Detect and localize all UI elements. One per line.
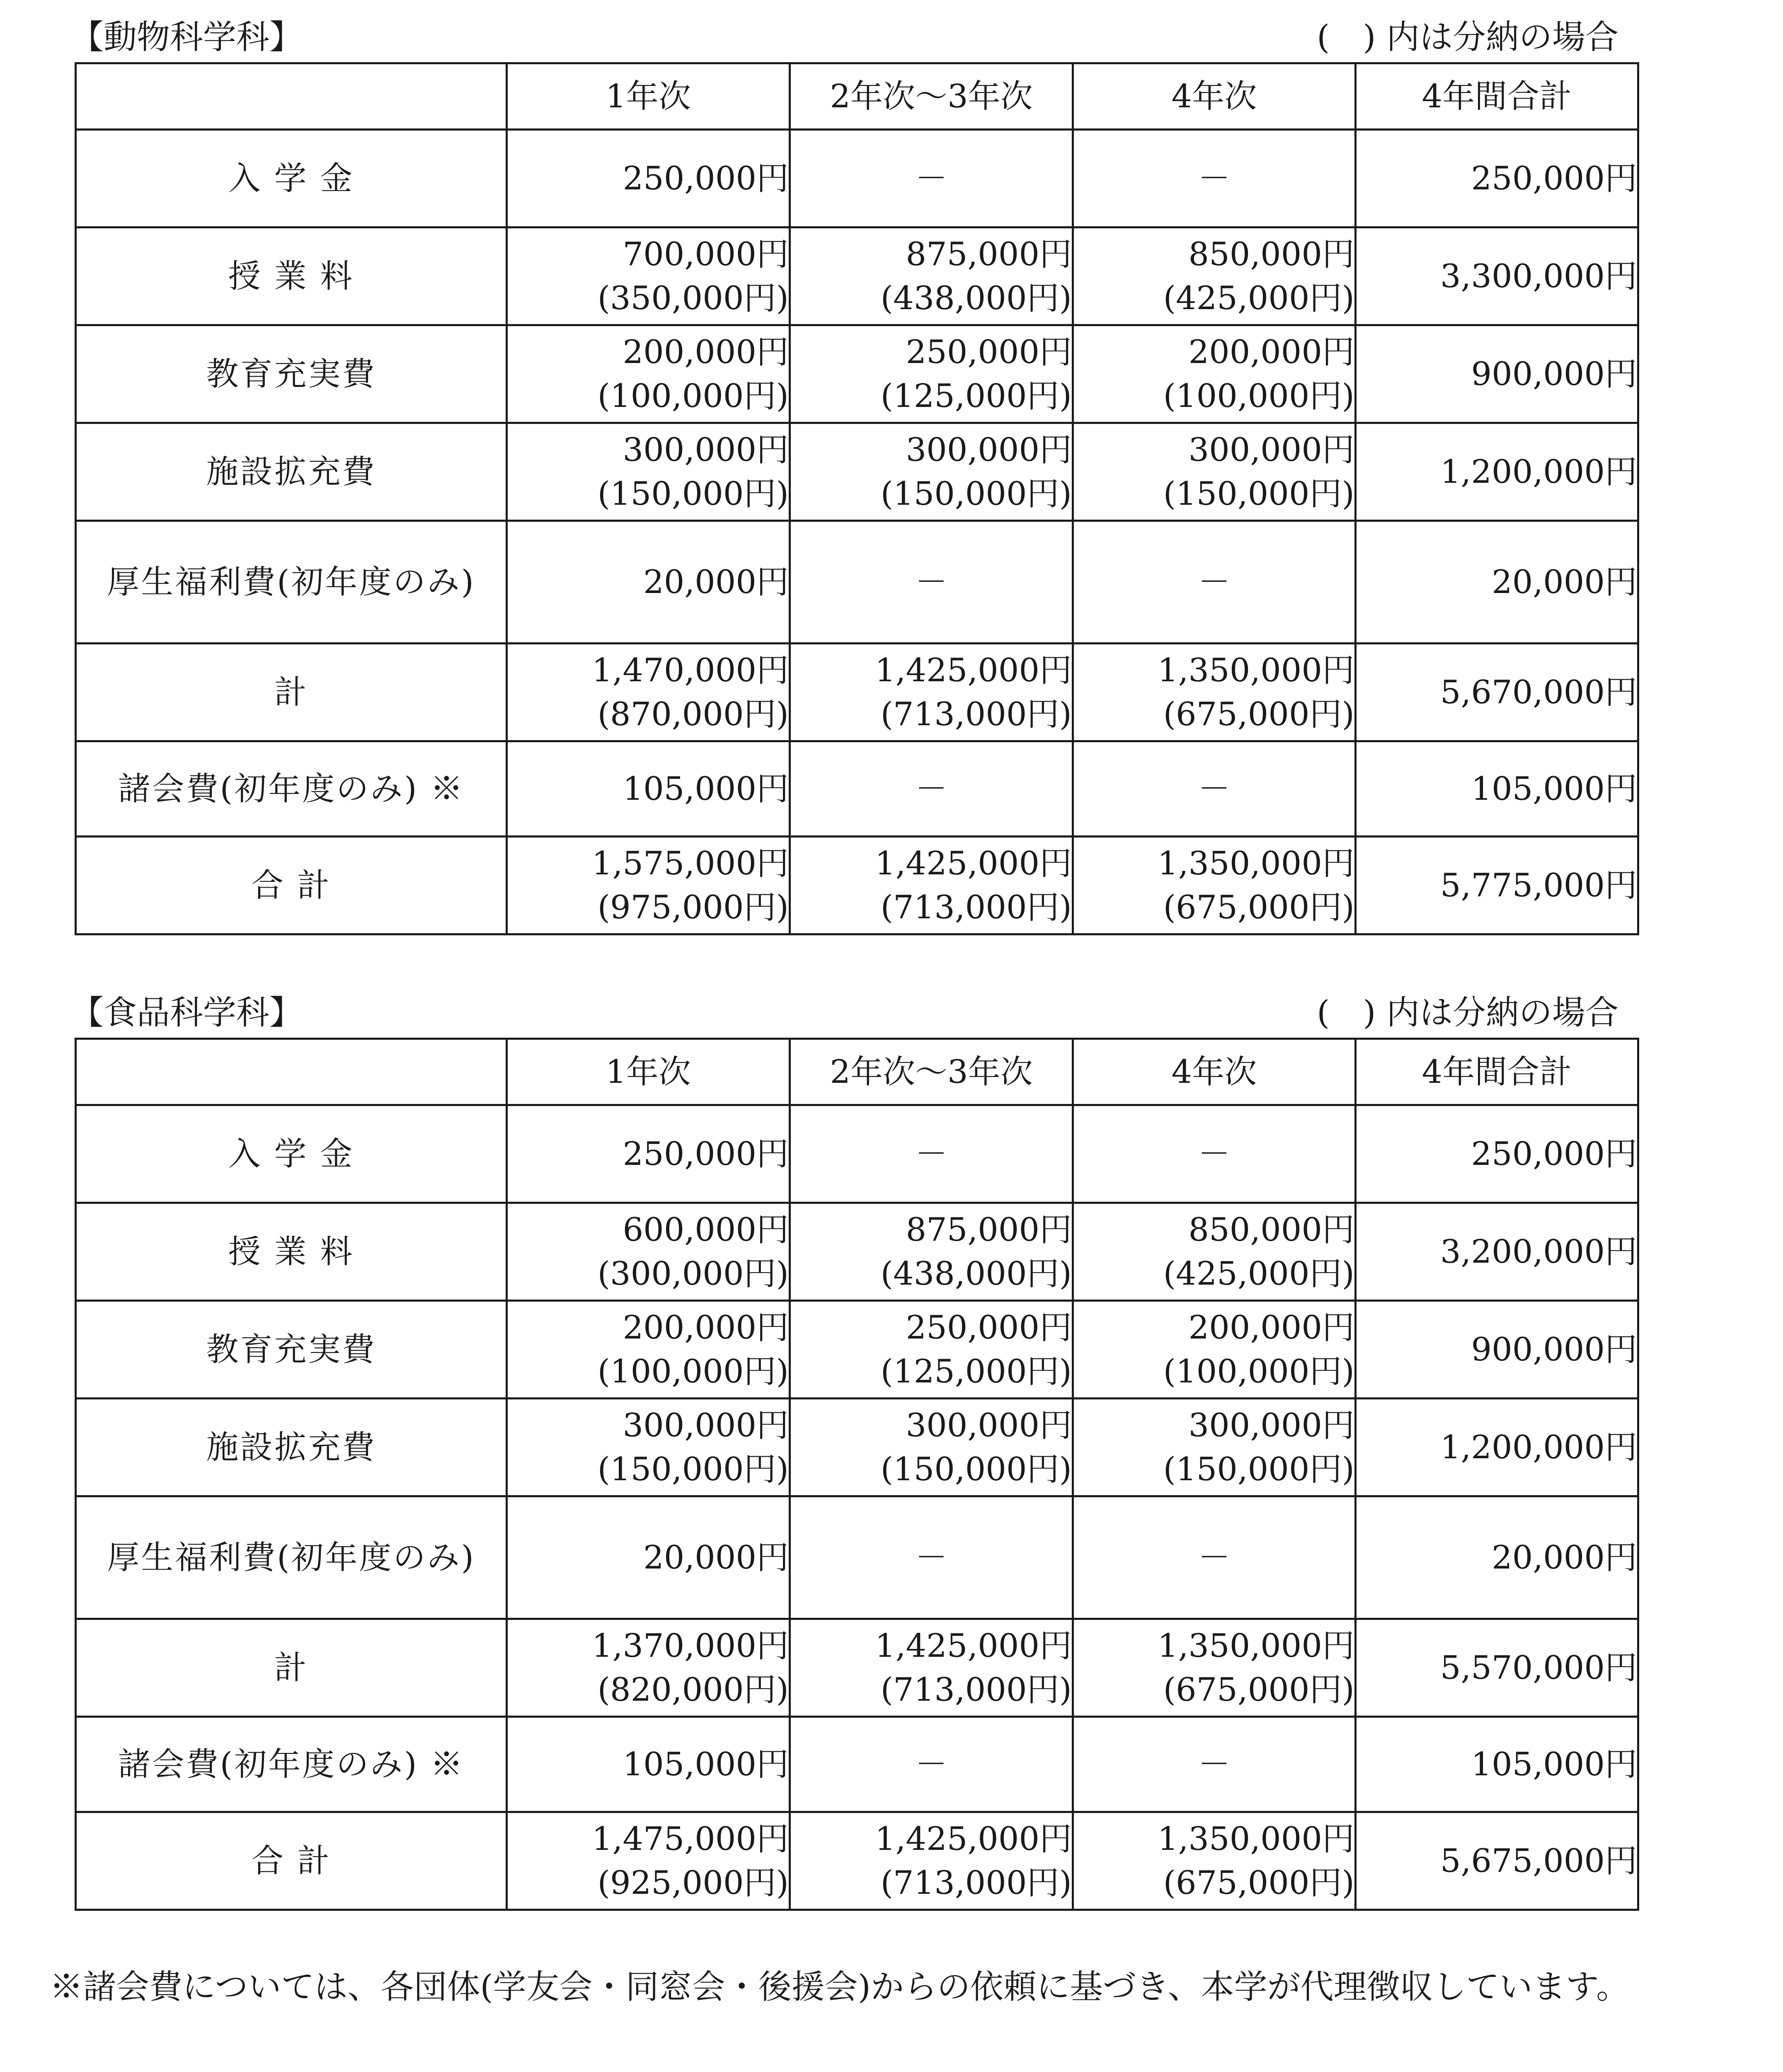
header-year2-3: 2年次～3年次 [790, 1039, 1073, 1105]
row-label: 施設拡充費 [76, 423, 507, 521]
installment-note: ( ) 内は分納の場合 [1317, 993, 1618, 1032]
installment-note: ( ) 内は分納の場合 [1317, 18, 1618, 56]
year2-3-cell [790, 1399, 1073, 1496]
table-row [76, 1619, 1638, 1717]
fee-section-animal-science [70, 17, 1637, 935]
year2-3-cell [790, 325, 1073, 423]
year1-cell [507, 325, 790, 423]
amount: － [1198, 770, 1231, 808]
year2-3-cell [790, 423, 1073, 521]
header-year1: 1年次 [507, 63, 790, 130]
total-cell: 105,000円 [1356, 1717, 1638, 1812]
year4-cell [1073, 325, 1356, 423]
row-label: 計 [76, 644, 507, 741]
installment-amount: (425,000円) [1163, 1255, 1354, 1293]
year1-cell [507, 1619, 790, 1717]
installment-amount: (150,000円) [1163, 1450, 1354, 1488]
installment-amount: (713,000円) [880, 888, 1072, 926]
amount: 300,000円 [623, 1406, 789, 1444]
amount: 250,000円 [906, 1309, 1072, 1346]
installment-amount: (675,000円) [1163, 1671, 1354, 1709]
year4-cell [1073, 521, 1356, 644]
total-cell: 20,000円 [1356, 521, 1638, 644]
amount: － [1198, 563, 1231, 601]
installment-amount: (300,000円) [597, 1255, 789, 1293]
installment-amount: (675,000円) [1163, 888, 1354, 926]
installment-amount: (100,000円) [1163, 377, 1354, 415]
installment-amount: (125,000円) [880, 1353, 1072, 1390]
installment-amount: (925,000円) [597, 1864, 789, 1902]
table-row [76, 423, 1638, 521]
footnote: ※諸会費については、各団体(学友会・同窓会・後援会)からの依頼に基づき、本学が代理徴収しています。 [50, 1968, 1630, 2006]
year1-cell [507, 423, 790, 521]
year2-3-cell [790, 741, 1073, 837]
row-label: 入 学 金 [76, 130, 507, 228]
fee-section-food-science [70, 992, 1637, 1911]
amount: 700,000円 [623, 235, 789, 273]
header-total: 4年間合計 [1356, 63, 1638, 130]
year4-cell [1073, 1619, 1356, 1717]
installment-amount: (675,000円) [1163, 1864, 1354, 1902]
row-label: 授 業 料 [76, 1203, 507, 1301]
installment-amount: (870,000円) [597, 695, 789, 733]
amount: 1,575,000円 [592, 845, 789, 882]
year1-cell [507, 1399, 790, 1496]
row-label: 教育充実費 [76, 325, 507, 423]
amount: 250,000円 [906, 333, 1072, 371]
year4-cell [1073, 837, 1356, 934]
amount: 200,000円 [1188, 333, 1354, 371]
amount: 1,470,000円 [592, 651, 789, 689]
installment-amount: (150,000円) [880, 475, 1072, 513]
amount: － [1198, 1539, 1231, 1576]
year1-cell [507, 837, 790, 934]
installment-amount: (713,000円) [880, 695, 1072, 733]
year1-cell [507, 228, 790, 325]
total-cell: 1,200,000円 [1356, 423, 1638, 521]
row-label: 合 計 [76, 837, 507, 934]
year1-cell [507, 521, 790, 644]
year4-cell [1073, 228, 1356, 325]
row-label: 厚生福利費(初年度のみ) [76, 521, 507, 644]
installment-amount: (675,000円) [1163, 695, 1354, 733]
total-cell: 250,000円 [1356, 1105, 1638, 1203]
amount: 875,000円 [906, 235, 1072, 273]
installment-amount: (438,000円) [880, 279, 1072, 317]
year2-3-cell [790, 130, 1073, 228]
amount: 600,000円 [623, 1211, 789, 1249]
amount: 105,000円 [623, 1745, 789, 1783]
row-label: 合 計 [76, 1812, 507, 1910]
section-header [70, 992, 1637, 1038]
table-row [76, 521, 1638, 644]
amount: － [915, 1539, 947, 1576]
year2-3-cell [790, 1203, 1073, 1301]
amount: 200,000円 [623, 333, 789, 371]
installment-amount: (438,000円) [880, 1255, 1072, 1293]
amount: 20,000円 [643, 1539, 789, 1576]
amount: 1,370,000円 [592, 1627, 789, 1665]
table-row [76, 837, 1638, 934]
year4-cell [1073, 1812, 1356, 1910]
header-total: 4年間合計 [1356, 1039, 1638, 1105]
year4-cell [1073, 1203, 1356, 1301]
year2-3-cell [790, 1812, 1073, 1910]
total-cell: 900,000円 [1356, 1301, 1638, 1399]
installment-amount: (100,000円) [1163, 1353, 1354, 1390]
table-row [76, 1301, 1638, 1399]
year1-cell [507, 1301, 790, 1399]
amount: － [915, 160, 947, 197]
amount: 300,000円 [906, 1406, 1072, 1444]
year2-3-cell [790, 1105, 1073, 1203]
amount: 300,000円 [1188, 1406, 1354, 1444]
amount: 300,000円 [906, 431, 1072, 469]
amount: 1,425,000円 [875, 1820, 1072, 1858]
year4-cell [1073, 1301, 1356, 1399]
header-row [76, 63, 1638, 130]
year4-cell [1073, 644, 1356, 741]
header-year1: 1年次 [507, 1039, 790, 1105]
year4-cell [1073, 1496, 1356, 1619]
installment-amount: (100,000円) [597, 377, 789, 415]
total-cell: 5,675,000円 [1356, 1812, 1638, 1910]
year1-cell [507, 1496, 790, 1619]
year1-cell [507, 130, 790, 228]
amount: 1,425,000円 [875, 1627, 1072, 1665]
year1-cell [507, 1812, 790, 1910]
year2-3-cell [790, 1301, 1073, 1399]
header-row [76, 1039, 1638, 1105]
year2-3-cell [790, 228, 1073, 325]
installment-amount: (713,000円) [880, 1864, 1072, 1902]
table-row [76, 228, 1638, 325]
installment-amount: (425,000円) [1163, 279, 1354, 317]
amount: 1,475,000円 [592, 1820, 789, 1858]
fee-table [75, 62, 1639, 935]
row-label: 諸会費(初年度のみ) ※ [76, 741, 507, 837]
amount: － [1198, 1745, 1231, 1783]
fee-table [75, 1038, 1639, 1911]
amount: 250,000円 [623, 160, 789, 197]
amount: 1,350,000円 [1158, 1627, 1354, 1665]
row-label: 計 [76, 1619, 507, 1717]
row-label: 諸会費(初年度のみ) ※ [76, 1717, 507, 1812]
amount: 850,000円 [1188, 235, 1354, 273]
amount: － [915, 1135, 947, 1173]
year4-cell [1073, 1105, 1356, 1203]
total-cell: 20,000円 [1356, 1496, 1638, 1619]
year2-3-cell [790, 644, 1073, 741]
installment-amount: (820,000円) [597, 1671, 789, 1709]
table-row [76, 1812, 1638, 1910]
section-title: 【動物科学科】 [70, 18, 303, 56]
year1-cell [507, 644, 790, 741]
year2-3-cell [790, 1619, 1073, 1717]
table-row [76, 741, 1638, 837]
row-label: 入 学 金 [76, 1105, 507, 1203]
amount: 300,000円 [623, 431, 789, 469]
year2-3-cell [790, 837, 1073, 934]
year1-cell [507, 741, 790, 837]
year2-3-cell [790, 521, 1073, 644]
table-row [76, 130, 1638, 228]
year1-cell [507, 1203, 790, 1301]
total-cell: 5,570,000円 [1356, 1619, 1638, 1717]
amount: － [915, 770, 947, 808]
year2-3-cell [790, 1496, 1073, 1619]
year4-cell [1073, 741, 1356, 837]
installment-amount: (713,000円) [880, 1671, 1072, 1709]
amount: 20,000円 [643, 563, 789, 601]
installment-amount: (975,000円) [597, 888, 789, 926]
table-row [76, 325, 1638, 423]
section-header [70, 17, 1637, 62]
total-cell: 5,670,000円 [1356, 644, 1638, 741]
amount: 105,000円 [623, 770, 789, 808]
amount: 1,350,000円 [1158, 845, 1354, 882]
total-cell: 250,000円 [1356, 130, 1638, 228]
header-year2-3: 2年次～3年次 [790, 63, 1073, 130]
amount: － [1198, 1135, 1231, 1173]
amount: 850,000円 [1188, 1211, 1354, 1249]
year1-cell [507, 1717, 790, 1812]
installment-amount: (150,000円) [597, 475, 789, 513]
year4-cell [1073, 1399, 1356, 1496]
installment-amount: (350,000円) [597, 279, 789, 317]
amount: 1,425,000円 [875, 651, 1072, 689]
amount: 200,000円 [623, 1309, 789, 1346]
row-label: 厚生福利費(初年度のみ) [76, 1496, 507, 1619]
table-row [76, 1105, 1638, 1203]
table-row [76, 1399, 1638, 1496]
year4-cell [1073, 423, 1356, 521]
total-cell: 1,200,000円 [1356, 1399, 1638, 1496]
amount: － [915, 563, 947, 601]
table-row [76, 1203, 1638, 1301]
amount: － [915, 1745, 947, 1783]
installment-amount: (150,000円) [1163, 475, 1354, 513]
header-year4: 4年次 [1073, 1039, 1356, 1105]
amount: 875,000円 [906, 1211, 1072, 1249]
total-cell: 900,000円 [1356, 325, 1638, 423]
amount: 200,000円 [1188, 1309, 1354, 1346]
row-label: 授 業 料 [76, 228, 507, 325]
row-label: 教育充実費 [76, 1301, 507, 1399]
amount: 1,350,000円 [1158, 1820, 1354, 1858]
installment-amount: (125,000円) [880, 377, 1072, 415]
amount: 1,425,000円 [875, 845, 1072, 882]
table-row [76, 1717, 1638, 1812]
amount: － [1198, 160, 1231, 197]
total-cell: 3,200,000円 [1356, 1203, 1638, 1301]
table-row [76, 1496, 1638, 1619]
header-corner [76, 1039, 507, 1105]
section-title: 【食品科学科】 [70, 993, 303, 1032]
header-corner [76, 63, 507, 130]
installment-amount: (100,000円) [597, 1353, 789, 1390]
installment-amount: (150,000円) [597, 1450, 789, 1488]
table-row [76, 644, 1638, 741]
year4-cell [1073, 1717, 1356, 1812]
amount: 300,000円 [1188, 431, 1354, 469]
total-cell: 105,000円 [1356, 741, 1638, 837]
total-cell: 3,300,000円 [1356, 228, 1638, 325]
row-label: 施設拡充費 [76, 1399, 507, 1496]
total-cell: 5,775,000円 [1356, 837, 1638, 934]
year2-3-cell [790, 1717, 1073, 1812]
amount: 1,350,000円 [1158, 651, 1354, 689]
amount: 250,000円 [623, 1135, 789, 1173]
installment-amount: (150,000円) [880, 1450, 1072, 1488]
year4-cell [1073, 130, 1356, 228]
header-year4: 4年次 [1073, 63, 1356, 130]
year1-cell [507, 1105, 790, 1203]
